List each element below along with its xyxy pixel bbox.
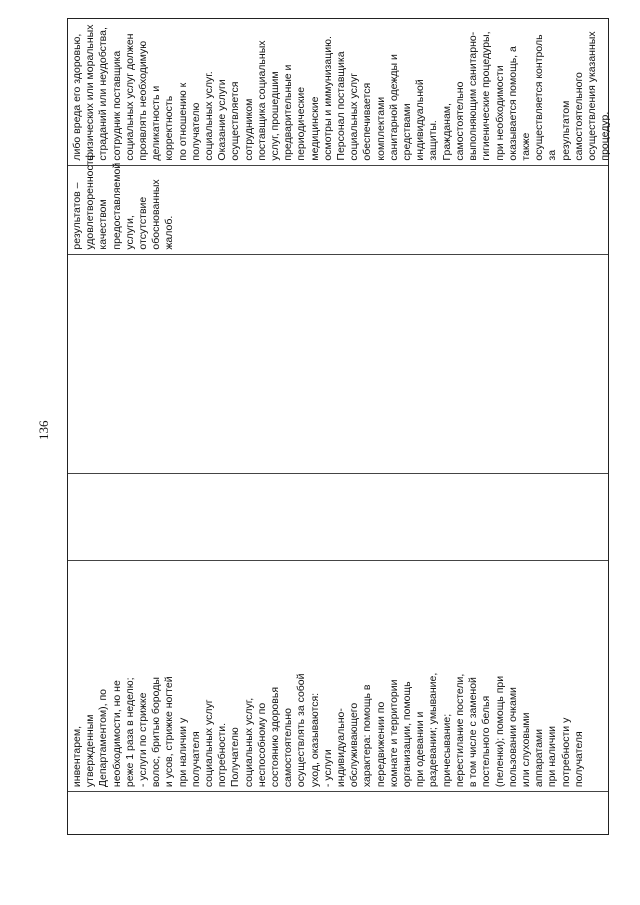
- table-column-3: [68, 473, 608, 560]
- table-column-1: [68, 791, 608, 834]
- table-column-4: [68, 254, 608, 473]
- table-cell-2: инвентарем, утвержденным Департаментом), по необходимости, но не реже 1 раза в неделю; - услуги по стрижке волос, бритью бороды и усов, стрижке ногтей при наличии у получателя социальных услуг потребности. Получателю социальных услуг, неспособному по состоянию здоровья самостоятельно осуществлять за собой уход, оказываются: - услуги индивидуально- обслуживающего характера: помощь в передвижении по комнате и территории организации, помощь при одевании и раздевании; умывание, причесывание; перестилание постели, в том числе с заменой постельного белья (пеленки); помощь при пользовании очками или слуховыми аппаратами при наличии потребности у получателя: [71, 672, 585, 788]
- table-column-2: [68, 560, 608, 791]
- table-column-6: [68, 19, 612, 165]
- services-table: [67, 18, 612, 835]
- table-cell-5: результатов – удовлетворенность качеством предоставляемой услуги, отсутствие обоснованных жалоб.: [71, 155, 176, 250]
- page-number: 136: [36, 420, 51, 440]
- table-cell-6: либо вреда его здоровью, физических или моральных страданий или неудобства, сотрудник поставщика социальных услуг должен проявлять необходимую деликатность и корректность по отношению к получателю социальных услуг. Оказание услуги осуществляется сотрудником поставщика социальных услуг, прошедшим предварительные и периодические медицинские осмотры и иммунизацию. Персонал поставщика социальных услуг обеспечивается комплектами санитарной одежды и средствами индивидуальной защиты. Гражданам, самостоятельно выполняющим санитарно- гигиенические процедуры, при необходимости оказывается помощь, а также осуществляется контроль за результатом самостоятельного осуществления указанных процедур.: [71, 24, 612, 161]
- table-column-5: [68, 155, 608, 254]
